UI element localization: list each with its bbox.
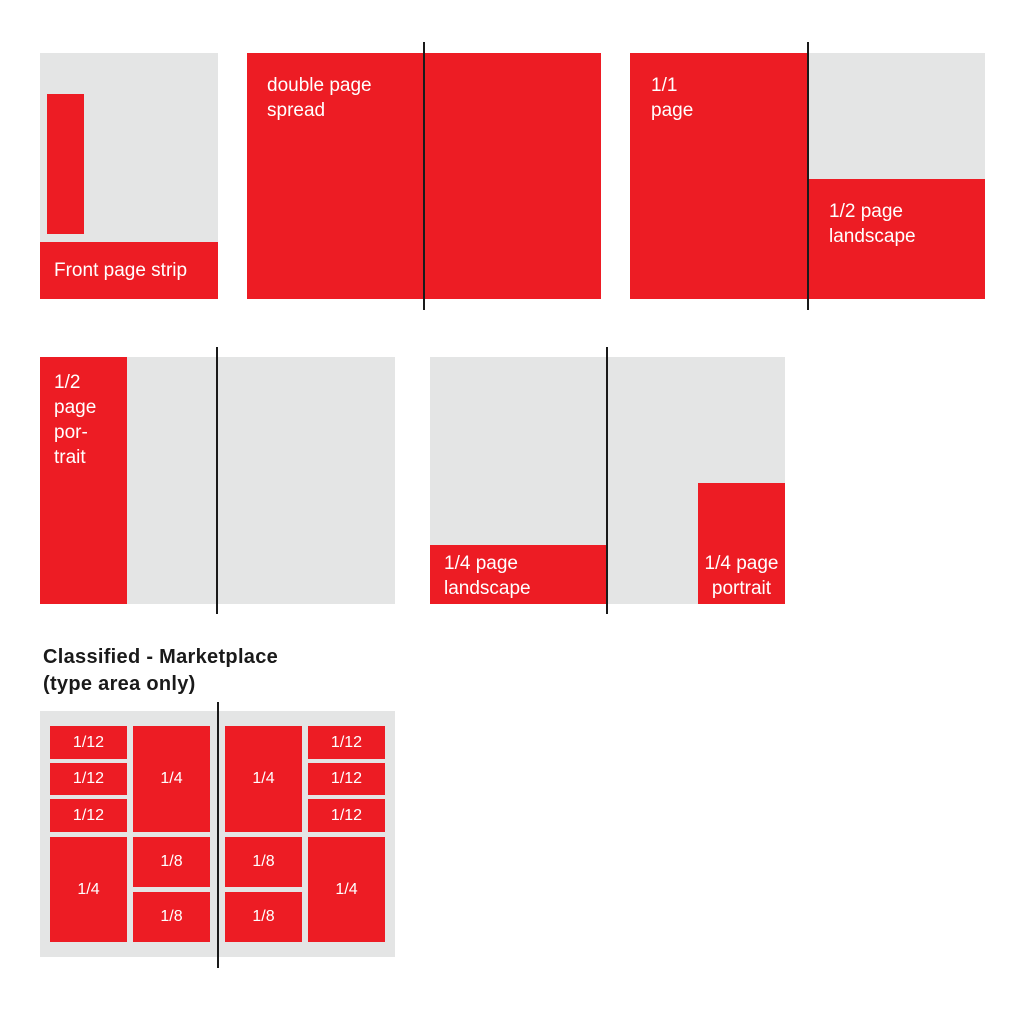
full-page-ad bbox=[630, 53, 808, 299]
classified-cell: 1/4 bbox=[225, 726, 302, 832]
classified-heading: Classified - Marketplace (type area only) bbox=[43, 646, 279, 695]
half-page-portrait-fold bbox=[216, 347, 218, 614]
classified-cell: 1/8 bbox=[133, 892, 210, 942]
front-page-strip-label: Front page strip bbox=[54, 260, 188, 281]
half-page-portrait-label: 1/2 page por- trait bbox=[54, 372, 97, 468]
classified-fold bbox=[217, 702, 219, 968]
double-page-spread-fold bbox=[423, 42, 425, 310]
half-page-landscape-ad bbox=[808, 179, 985, 299]
half-page-landscape-label: 1/2 page landscape bbox=[829, 201, 916, 247]
front-page-sheet bbox=[40, 53, 218, 299]
full-page-spread-fold bbox=[807, 42, 809, 310]
half-page-portrait-ad bbox=[40, 357, 127, 604]
classified-cell: 1/8 bbox=[225, 892, 302, 942]
classified-cell: 1/12 bbox=[50, 763, 127, 795]
quarter-page-portrait-label: 1/4 page portrait bbox=[704, 553, 779, 599]
quarter-page-fold bbox=[606, 347, 608, 614]
classified-cell: 1/12 bbox=[308, 799, 385, 832]
classified-cell: 1/4 bbox=[133, 726, 210, 832]
front-page-strip-vertical-ad bbox=[47, 94, 84, 234]
classified-cell: 1/4 bbox=[308, 837, 385, 942]
classified-cell: 1/12 bbox=[50, 726, 127, 759]
full-page-label: 1/1 page bbox=[651, 75, 694, 121]
classified-cell: 1/4 bbox=[50, 837, 127, 942]
classified-cell: 1/8 bbox=[225, 837, 302, 887]
quarter-page-portrait-ad bbox=[698, 483, 785, 604]
classified-cell: 1/12 bbox=[50, 799, 127, 832]
classified-cell: 1/8 bbox=[133, 837, 210, 887]
double-page-spread-label: double page spread bbox=[267, 75, 372, 121]
quarter-page-landscape-ad bbox=[430, 545, 607, 604]
classified-cell: 1/12 bbox=[308, 726, 385, 759]
quarter-page-landscape-label: 1/4 page landscape bbox=[444, 553, 531, 599]
front-page-strip-ad bbox=[40, 242, 218, 299]
classified-cell: 1/12 bbox=[308, 763, 385, 795]
